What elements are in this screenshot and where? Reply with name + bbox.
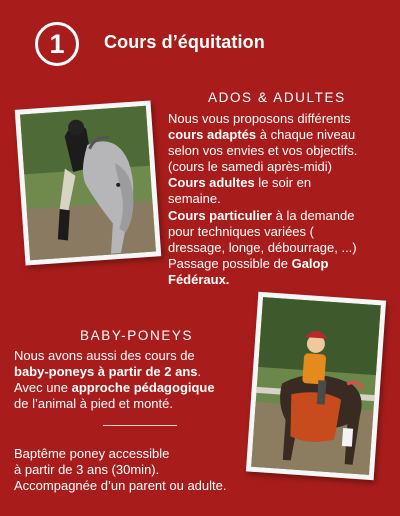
bapteme-line (14, 462, 227, 478)
bapteme-line (14, 478, 227, 494)
baby-text: Avec une (14, 380, 72, 396)
page-title: Cours d’équitation (104, 32, 265, 52)
ados-line (168, 191, 357, 207)
ados-bold-text: cours adaptés (168, 127, 257, 143)
baby-line (14, 348, 215, 364)
section-heading-ados: ADOS & ADULTES (208, 90, 346, 105)
ados-text: Nous vous proposons différents (168, 111, 351, 126)
bapteme-line (14, 446, 227, 462)
baby-text: Nous avons aussi des cours de (14, 348, 195, 363)
bapteme-text: Baptême poney accessible (14, 446, 170, 461)
ados-text: Passage possible de (168, 255, 292, 271)
baby-text: de l’animal à pied et monté. (14, 396, 173, 412)
ados-description (168, 111, 357, 288)
ados-text: à chaque niveau (256, 127, 356, 143)
ados-text: pour techniques variées ( (168, 223, 314, 239)
ados-line (168, 159, 357, 175)
ados-text: selon vos envies et vos objectifs. (168, 143, 358, 159)
ados-text: dressage, longe, débourrage, ...) (168, 239, 357, 255)
ados-text: le soir en (254, 175, 312, 191)
ados-line (168, 256, 357, 272)
ados-line (168, 240, 357, 256)
ados-bold-text: Fédéraux. (168, 271, 230, 287)
bapteme-description (14, 446, 227, 494)
ados-line (168, 208, 357, 224)
bapteme-text: Accompagnée d’un parent ou adulte. (14, 478, 227, 494)
baby-line (14, 364, 215, 380)
baby-line (14, 396, 215, 412)
baby-bold-text: baby-poneys à partir de 2 ans (14, 364, 198, 380)
ados-line (168, 175, 357, 191)
baby-bold-text: approche pédagogique (71, 380, 215, 396)
ados-text: à la demande (272, 207, 355, 223)
step-number: 1 (49, 28, 65, 59)
photo-rider-grey-horse (15, 100, 162, 265)
baby-line (14, 380, 215, 396)
baby-poneys-description (14, 348, 215, 412)
ados-line (168, 272, 357, 288)
step-number-badge (35, 22, 79, 66)
photo-child-on-pony (246, 292, 386, 480)
ados-line (168, 111, 357, 127)
ados-text: semaine. (168, 191, 221, 207)
section-divider (103, 425, 177, 426)
ados-bold-text: Cours particulier (168, 207, 273, 223)
bapteme-text: à partir de 3 ans (30min). (14, 462, 160, 478)
baby-text: . (197, 364, 202, 380)
ados-text: (cours le samedi après-midi) (168, 159, 332, 175)
ados-line (168, 143, 357, 159)
ados-line (168, 224, 357, 240)
ados-bold-text: Cours adultes (168, 175, 255, 191)
section-heading-baby-poneys: BABY-PONEYS (80, 328, 194, 343)
ados-bold-text: Galop (291, 255, 329, 271)
ados-line (168, 127, 357, 143)
